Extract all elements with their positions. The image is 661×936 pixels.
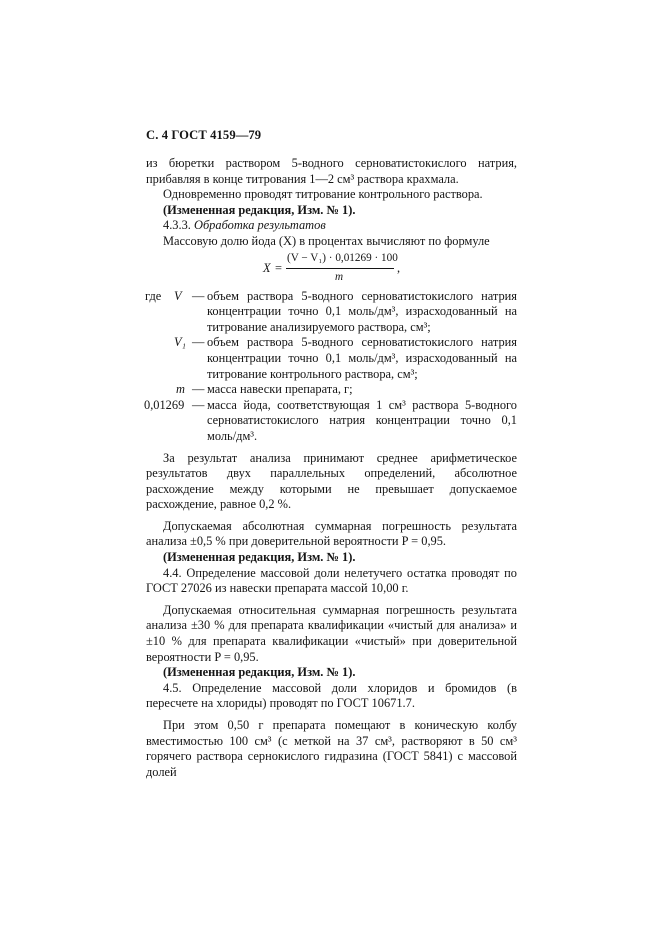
definition-text: масса навески препарата, г;	[207, 382, 353, 397]
formula-equals: =	[275, 260, 282, 275]
formula	[146, 251, 517, 287]
section-heading-4-3-3	[146, 218, 517, 234]
paragraph-formula-intro: Массовую долю йода (X) в процентах вычисляют по формуле	[163, 233, 490, 248]
formula-numerator: (V − V₁) · 0,01269 · 100	[287, 251, 398, 264]
section-title: Обработка результатов	[194, 218, 326, 233]
paragraph-error: Допускаемая абсолютная суммарная погрешность результата анализа ±0,5 % при доверительной вероятности P = 0,95.	[146, 518, 517, 549]
paragraph-control-titration: Одновременно проводят титрование контрольного раствора.	[163, 187, 483, 202]
text-column	[146, 156, 517, 780]
definition-item	[146, 335, 517, 382]
definition-item	[146, 382, 517, 398]
section-number: 4.3.3.	[163, 218, 191, 233]
definition-text: объем раствора 5-водного серноватистокислого натрия концентрации точно 0,1 моль/дм³, израсходованный на титрование анализируемого раствора, см³;	[207, 288, 517, 334]
edit-note: (Измененная редакция, Изм. № 1).	[163, 202, 356, 217]
paragraph-result: За результат анализа принимают среднее арифметическое результатов двух параллельных определений, абсолютное расхождение между которыми не превышает допускаемое расхождение, равное 0,2 %.	[146, 450, 517, 512]
definition-symbol: V	[174, 288, 182, 303]
definition-symbol: m	[176, 382, 185, 397]
paragraph-continuation: из бюретки раствором 5-водного серноватистокислого натрия, прибавляя в конце титрования 1—2 см³ раствора крахмала.	[146, 156, 517, 186]
definition-dash: —	[192, 335, 205, 350]
definition-text: объем раствора 5-водного серноватистокислого натрия концентрации точно 0,1 моль/дм³, израсходованный на титрование контрольного раствора, см³;	[207, 335, 517, 381]
definition-dash: —	[192, 397, 205, 412]
definition-symbol: 0,01269	[144, 397, 185, 412]
formula-denominator: m	[335, 270, 344, 283]
paragraph-section-4-4: 4.4. Определение массовой доли нелетучего остатка проводят по ГОСТ 27026 из навески препарата массой 10,00 г.	[146, 565, 517, 596]
definition-symbol: V₁	[174, 335, 186, 350]
definition-text: масса йода, соответствующая 1 см³ раствора 5-водного серноватистокислого натрия концентрации точно 0,1 моль/дм³.	[207, 397, 517, 443]
paragraph-relative-error: Допускаемая относительная суммарная погрешность результата анализа ±30 % для препарата квалификации «чистый для анализа» и ±10 % для препарата квалификации «чистый» при доверительной вероятности P = 0,95.	[146, 602, 517, 664]
formula-lhs: X	[263, 260, 271, 275]
page-header: С. 4 ГОСТ 4159—79	[146, 128, 262, 142]
definition-item	[146, 289, 517, 336]
paragraph-section-4-5: 4.5. Определение массовой доли хлоридов и бромидов (в пересчете на хлориды) проводят по ГОСТ 10671.7.	[146, 680, 517, 711]
definition-dash: —	[192, 288, 205, 303]
definition-dash: —	[192, 382, 205, 397]
formula-comma: ,	[397, 260, 401, 275]
edit-note: (Измененная редакция, Изм. № 1).	[163, 665, 356, 680]
variable-definitions	[146, 289, 517, 445]
fraction-bar	[286, 268, 394, 269]
paragraph-procedure: При этом 0,50 г препарата помещают в коническую колбу вместимостью 100 см³ (с меткой на 37 см³, растворяют в 50 см³ горячего раствора сернокислого гидразина (ГОСТ 5841) с массовой долей	[146, 718, 517, 779]
edit-note: (Измененная редакция, Изм. № 1).	[163, 550, 356, 565]
where-word: где	[145, 288, 162, 303]
definition-item	[146, 398, 517, 445]
